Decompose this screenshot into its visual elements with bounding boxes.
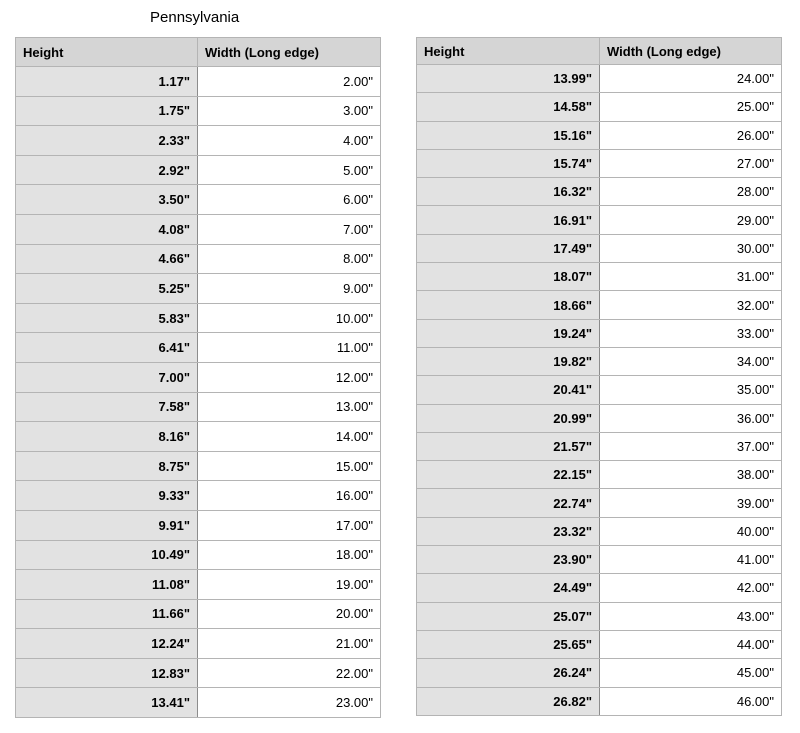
table-row	[16, 481, 381, 511]
table-row	[417, 149, 782, 177]
table-row	[16, 688, 381, 718]
table-row	[16, 303, 381, 333]
table-row	[417, 630, 782, 658]
width-cell: 25.00"	[600, 93, 782, 121]
table-row	[16, 362, 381, 392]
height-cell: 2.92"	[16, 155, 198, 185]
table-row	[417, 319, 782, 347]
table-row	[16, 392, 381, 422]
table-row	[417, 602, 782, 630]
table-row	[16, 244, 381, 274]
width-cell: 19.00"	[198, 570, 381, 600]
height-cell: 17.49"	[417, 234, 600, 262]
height-cell: 10.49"	[16, 540, 198, 570]
column-header-height: Height	[417, 38, 600, 65]
height-cell: 3.50"	[16, 185, 198, 215]
height-cell: 15.74"	[417, 149, 600, 177]
height-cell: 19.24"	[417, 319, 600, 347]
width-cell: 36.00"	[600, 404, 782, 432]
width-cell: 9.00"	[198, 274, 381, 304]
table-row	[417, 432, 782, 460]
height-cell: 25.07"	[417, 602, 600, 630]
table-row	[16, 155, 381, 185]
height-cell: 9.33"	[16, 481, 198, 511]
size-table-right	[416, 37, 782, 716]
table-row	[16, 451, 381, 481]
table-row	[16, 126, 381, 156]
height-cell: 5.83"	[16, 303, 198, 333]
table-row	[417, 461, 782, 489]
width-cell: 12.00"	[198, 362, 381, 392]
size-table-left	[15, 37, 381, 718]
height-cell: 18.07"	[417, 263, 600, 291]
width-cell: 14.00"	[198, 422, 381, 452]
height-cell: 4.08"	[16, 214, 198, 244]
height-cell: 18.66"	[417, 291, 600, 319]
table-row	[417, 93, 782, 121]
width-cell: 39.00"	[600, 489, 782, 517]
height-cell: 20.41"	[417, 376, 600, 404]
height-cell: 13.99"	[417, 65, 600, 93]
width-cell: 38.00"	[600, 461, 782, 489]
height-cell: 26.82"	[417, 687, 600, 715]
width-cell: 23.00"	[198, 688, 381, 718]
width-cell: 15.00"	[198, 451, 381, 481]
height-cell: 8.75"	[16, 451, 198, 481]
table-row	[16, 570, 381, 600]
width-cell: 6.00"	[198, 185, 381, 215]
height-cell: 1.75"	[16, 96, 198, 126]
width-cell: 34.00"	[600, 347, 782, 375]
height-cell: 4.66"	[16, 244, 198, 274]
table-header-row	[417, 38, 782, 65]
table-row	[417, 517, 782, 545]
table-row	[16, 629, 381, 659]
height-cell: 5.25"	[16, 274, 198, 304]
table-header-row	[16, 38, 381, 67]
height-cell: 11.08"	[16, 570, 198, 600]
table-row	[417, 234, 782, 262]
width-cell: 30.00"	[600, 234, 782, 262]
table-row	[16, 658, 381, 688]
width-cell: 17.00"	[198, 510, 381, 540]
table-row	[16, 185, 381, 215]
height-cell: 15.16"	[417, 121, 600, 149]
height-cell: 9.91"	[16, 510, 198, 540]
width-cell: 32.00"	[600, 291, 782, 319]
height-cell: 23.90"	[417, 546, 600, 574]
height-cell: 20.99"	[417, 404, 600, 432]
height-cell: 11.66"	[16, 599, 198, 629]
height-cell: 8.16"	[16, 422, 198, 452]
table-row	[417, 206, 782, 234]
width-cell: 10.00"	[198, 303, 381, 333]
table-row	[417, 687, 782, 715]
height-cell: 16.91"	[417, 206, 600, 234]
width-cell: 4.00"	[198, 126, 381, 156]
width-cell: 46.00"	[600, 687, 782, 715]
height-cell: 22.15"	[417, 461, 600, 489]
table-row	[16, 422, 381, 452]
width-cell: 24.00"	[600, 65, 782, 93]
table-row	[417, 546, 782, 574]
table-row	[417, 263, 782, 291]
table-row	[417, 574, 782, 602]
width-cell: 37.00"	[600, 432, 782, 460]
table-row	[16, 274, 381, 304]
table-row	[417, 121, 782, 149]
table-row	[16, 67, 381, 97]
height-cell: 13.41"	[16, 688, 198, 718]
table-row	[417, 65, 782, 93]
width-cell: 29.00"	[600, 206, 782, 234]
height-cell: 19.82"	[417, 347, 600, 375]
column-header-height: Height	[16, 38, 198, 67]
table-body	[16, 67, 381, 718]
height-cell: 6.41"	[16, 333, 198, 363]
width-cell: 26.00"	[600, 121, 782, 149]
width-cell: 3.00"	[198, 96, 381, 126]
column-header-width: Width (Long edge)	[600, 38, 782, 65]
width-cell: 8.00"	[198, 244, 381, 274]
width-cell: 42.00"	[600, 574, 782, 602]
table-row	[16, 599, 381, 629]
width-cell: 16.00"	[198, 481, 381, 511]
table-row	[417, 404, 782, 432]
width-cell: 5.00"	[198, 155, 381, 185]
width-cell: 45.00"	[600, 659, 782, 687]
table-row	[417, 178, 782, 206]
table-row	[417, 347, 782, 375]
table-row	[16, 510, 381, 540]
table-row	[16, 214, 381, 244]
height-cell: 22.74"	[417, 489, 600, 517]
height-cell: 2.33"	[16, 126, 198, 156]
width-cell: 13.00"	[198, 392, 381, 422]
table-body	[417, 65, 782, 716]
width-cell: 22.00"	[198, 658, 381, 688]
width-cell: 43.00"	[600, 602, 782, 630]
table-row	[16, 540, 381, 570]
width-cell: 21.00"	[198, 629, 381, 659]
table-row	[417, 376, 782, 404]
table-row	[417, 489, 782, 517]
width-cell: 31.00"	[600, 263, 782, 291]
height-cell: 24.49"	[417, 574, 600, 602]
height-cell: 21.57"	[417, 432, 600, 460]
height-cell: 12.24"	[16, 629, 198, 659]
height-cell: 12.83"	[16, 658, 198, 688]
width-cell: 41.00"	[600, 546, 782, 574]
width-cell: 33.00"	[600, 319, 782, 347]
width-cell: 2.00"	[198, 67, 381, 97]
width-cell: 18.00"	[198, 540, 381, 570]
height-cell: 1.17"	[16, 67, 198, 97]
height-cell: 25.65"	[417, 630, 600, 658]
table-row	[16, 333, 381, 363]
width-cell: 27.00"	[600, 149, 782, 177]
table-row	[417, 659, 782, 687]
height-cell: 23.32"	[417, 517, 600, 545]
table-row	[417, 291, 782, 319]
column-header-width: Width (Long edge)	[198, 38, 381, 67]
page-title: Pennsylvania	[150, 9, 240, 26]
height-cell: 7.00"	[16, 362, 198, 392]
width-cell: 7.00"	[198, 214, 381, 244]
height-cell: 26.24"	[417, 659, 600, 687]
height-cell: 14.58"	[417, 93, 600, 121]
height-cell: 16.32"	[417, 178, 600, 206]
width-cell: 35.00"	[600, 376, 782, 404]
width-cell: 20.00"	[198, 599, 381, 629]
table-row	[16, 96, 381, 126]
width-cell: 44.00"	[600, 630, 782, 658]
width-cell: 11.00"	[198, 333, 381, 363]
height-cell: 7.58"	[16, 392, 198, 422]
width-cell: 40.00"	[600, 517, 782, 545]
width-cell: 28.00"	[600, 178, 782, 206]
